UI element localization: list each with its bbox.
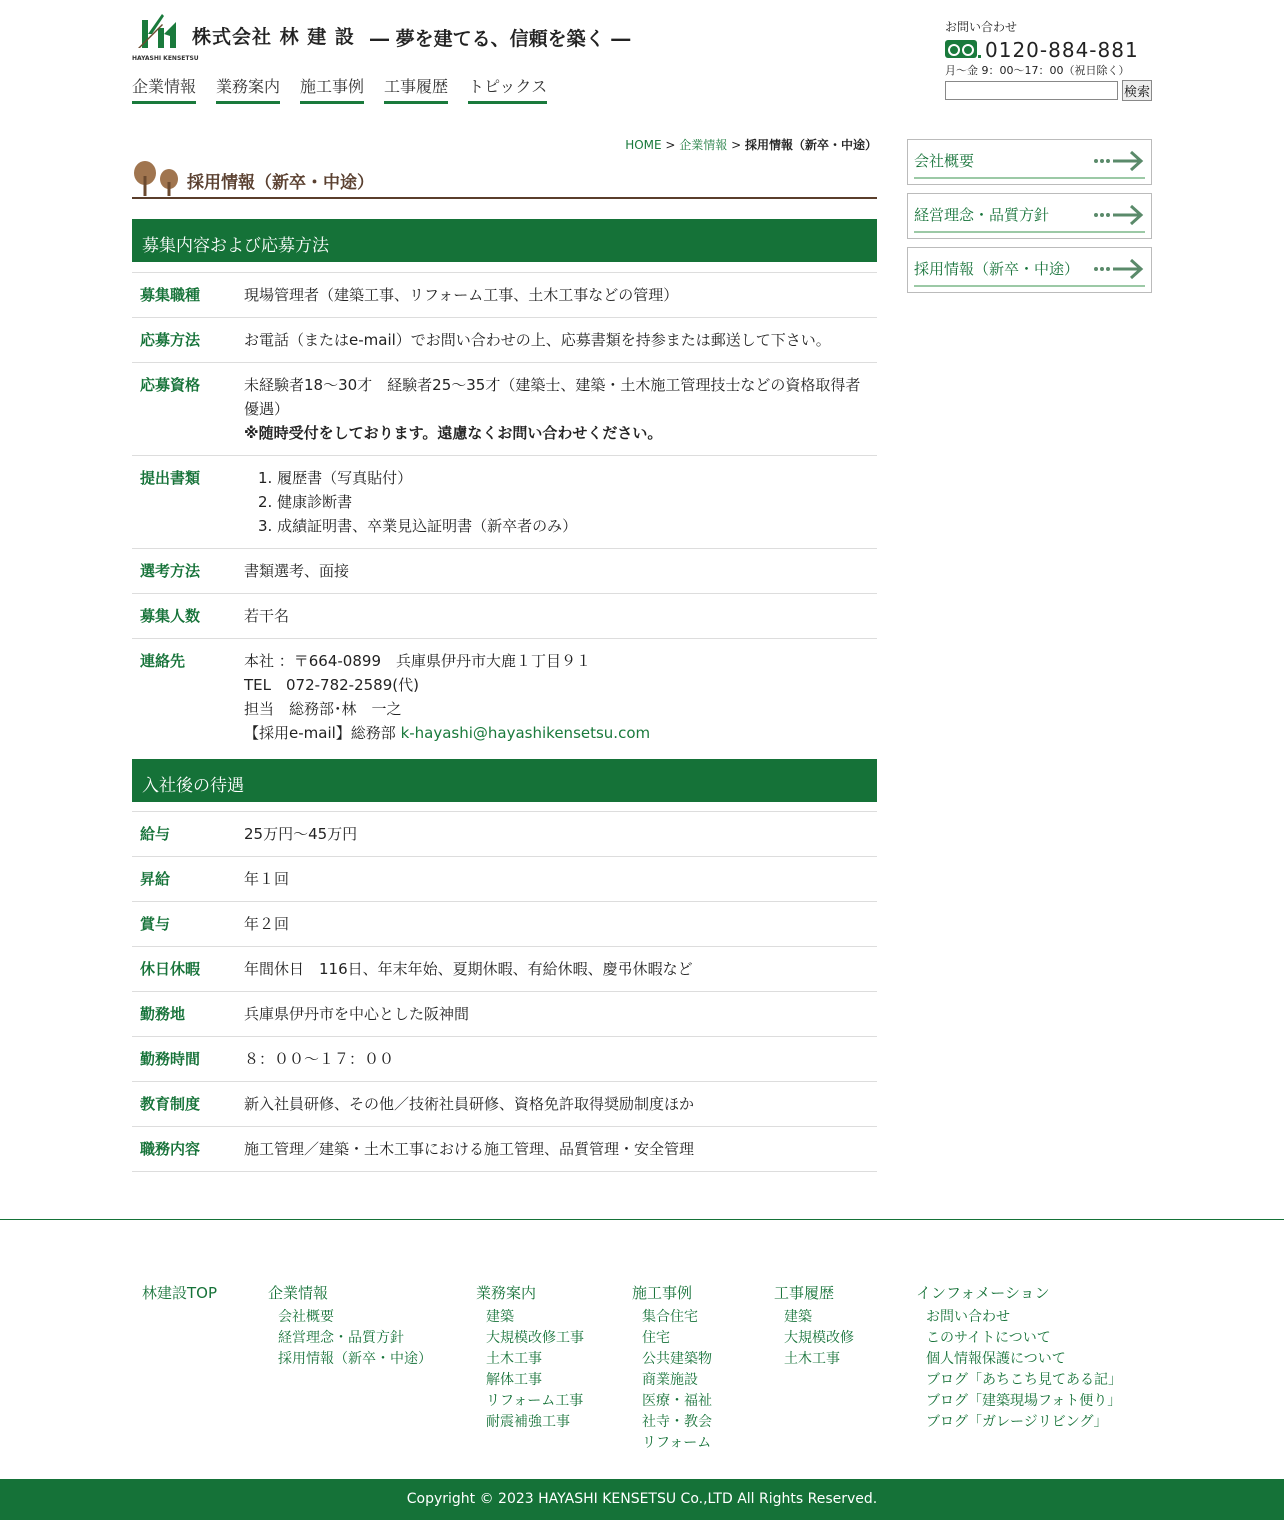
row-key: 提出書類 (132, 456, 236, 549)
table-row (132, 456, 877, 549)
table-row (132, 992, 877, 1037)
row-note: ※随時受付をしております。遠慮なくお問い合わせください。 (244, 424, 663, 442)
side-menu-label: 経営理念・品質方針 (914, 206, 1050, 224)
row-value: 兵庫県伊丹市を中心とした阪神間 (236, 992, 877, 1037)
row-value: 年１回 (236, 857, 877, 902)
table-row (132, 812, 877, 857)
footer-link[interactable]: 大規模改修 (784, 1330, 854, 1346)
benefits-table (132, 811, 877, 1172)
phone-contact (945, 38, 1139, 62)
row-value: お電話（またはe-mail）でお問い合わせの上、応募書類を持参または郵送して下さい。 (236, 318, 877, 363)
row-value-cell (236, 363, 877, 456)
table-row (132, 273, 877, 318)
table-row (132, 857, 877, 902)
footer-heading[interactable]: インフォメーション (916, 1284, 1050, 1302)
table-row (132, 594, 877, 639)
footer-col-info (916, 1282, 1122, 1433)
footer-heading[interactable]: 業務案内 (476, 1284, 537, 1302)
footer-link[interactable]: 医療・福祉 (642, 1393, 712, 1409)
row-value: 書類選考、面接 (236, 549, 877, 594)
footer-link[interactable]: リフォーム工事 (486, 1393, 584, 1409)
company-logo[interactable] (132, 10, 199, 62)
logo-text: HAYASHI KENSETSU (132, 55, 199, 62)
freedial-icon (945, 40, 981, 60)
breadcrumb-separator: > (661, 138, 680, 152)
row-key: 応募資格 (132, 363, 236, 456)
row-value: 年２回 (236, 902, 877, 947)
footer-link[interactable]: 土木工事 (486, 1351, 542, 1367)
breadcrumb-separator: > (727, 138, 745, 152)
footer-link[interactable]: 建築 (784, 1309, 812, 1325)
documents-list (244, 466, 869, 538)
email-link[interactable]: k-hayashi@hayashikensetsu.com (400, 724, 651, 742)
row-value-cell (236, 456, 877, 549)
row-key: 勤務時間 (132, 1037, 236, 1082)
footer-link[interactable]: ブログ「あちこち見てある記」 (926, 1372, 1122, 1388)
footer-link[interactable]: お問い合わせ (926, 1309, 1010, 1325)
side-menu-recruitment[interactable] (907, 247, 1152, 293)
footer-link[interactable]: 個人情報保護について (926, 1351, 1066, 1367)
contact-person: 担当 総務部･林 一之 (244, 700, 402, 718)
row-key: 連絡先 (132, 639, 236, 756)
table-row (132, 1127, 877, 1172)
footer-link[interactable]: 建築 (486, 1309, 514, 1325)
nav-item-services[interactable]: 業務案内 (216, 74, 280, 104)
row-key: 勤務地 (132, 992, 236, 1037)
contact-tel: TEL 072-782-2589(代) (244, 676, 419, 694)
footer-link[interactable]: 大規模改修工事 (486, 1330, 584, 1346)
table-row (132, 639, 877, 756)
footer-link[interactable]: 商業施設 (642, 1372, 698, 1388)
copyright-text: Copyright © 2023 HAYASHI KENSETSU Co.,LTD All Rights Reserved. (0, 1479, 1284, 1520)
footer-col-history (774, 1282, 854, 1370)
footer-link[interactable]: 採用情報（新卒・中途） (278, 1351, 432, 1367)
footer-link[interactable]: 公共建築物 (642, 1351, 712, 1367)
side-menu-inner (914, 144, 1145, 179)
row-value: 施工管理／建築・土木工事における施工管理、品質管理・安全管理 (236, 1127, 877, 1172)
footer-col-top (142, 1282, 217, 1303)
table-row (132, 318, 877, 363)
table-row (132, 1037, 877, 1082)
list-item: 3. 成績証明書、卒業見込証明書（新卒者のみ） (258, 517, 578, 535)
row-key: 選考方法 (132, 549, 236, 594)
main-nav (132, 74, 547, 104)
row-key: 賞与 (132, 902, 236, 947)
row-value: ８：００～１７：００ (236, 1037, 877, 1082)
side-menu-label: 採用情報（新卒・中途） (914, 260, 1080, 278)
row-value: 25万円～45万円 (236, 812, 877, 857)
breadcrumb-home[interactable]: HOME (625, 138, 662, 152)
email-prefix: 【採用e-mail】総務部 (244, 724, 401, 742)
search-button[interactable]: 検索 (1122, 80, 1152, 101)
row-value: 年間休日 116日、年末年始、夏期休暇、有給休暇、慶弔休暇など (236, 947, 877, 992)
footer-link[interactable]: ブログ「ガレージリビング」 (926, 1414, 1108, 1430)
list-item: 2. 健康診断書 (258, 493, 353, 511)
breadcrumb (625, 136, 877, 153)
footer-divider (0, 1219, 1284, 1220)
footer-link[interactable]: 集合住宅 (642, 1309, 698, 1325)
section-header-recruitment: 募集内容および応募方法 (132, 219, 877, 262)
row-value: 現場管理者（建築工事、リフォーム工事、土木工事などの管理） (236, 273, 877, 318)
footer-link[interactable]: 解体工事 (486, 1372, 542, 1388)
footer-heading[interactable]: 施工事例 (632, 1284, 693, 1302)
row-key: 休日休暇 (132, 947, 236, 992)
row-key: 昇給 (132, 857, 236, 902)
row-key: 募集職種 (132, 273, 236, 318)
table-row (132, 947, 877, 992)
tagline: ― 夢を建てる、信頼を築く ― (370, 28, 631, 50)
footer-link[interactable]: 社寺・教会 (642, 1414, 712, 1430)
footer-col-services (476, 1282, 584, 1433)
table-row (132, 1082, 877, 1127)
footer-link[interactable]: このサイトについて (926, 1330, 1051, 1346)
footer-link[interactable]: 経営理念・品質方針 (278, 1330, 404, 1346)
footer-link[interactable]: 住宅 (642, 1330, 670, 1346)
footer-link-top[interactable]: 林建設TOP (142, 1284, 218, 1302)
row-value: 未経験者18～30才 経験者25～35才（建築士、建築・土木施工管理技士などの資格取得者優遇） (244, 376, 861, 418)
nav-item-history[interactable]: 工事履歴 (384, 74, 448, 104)
row-key: 応募方法 (132, 318, 236, 363)
footer-link[interactable]: 耐震補強工事 (486, 1414, 570, 1430)
footer-link[interactable]: 会社概要 (278, 1309, 334, 1325)
footer-heading[interactable]: 工事履歴 (774, 1284, 835, 1302)
row-key: 給与 (132, 812, 236, 857)
arrow-right-icon (1093, 258, 1145, 280)
section-header-benefits: 入社後の待遇 (132, 759, 877, 802)
footer-link[interactable]: 土木工事 (784, 1351, 840, 1367)
side-menu-inner (914, 198, 1145, 233)
row-key: 職務内容 (132, 1127, 236, 1172)
nav-item-company[interactable]: 企業情報 (132, 74, 196, 104)
side-menu-philosophy[interactable] (907, 193, 1152, 239)
page-title: 採用情報（新卒・中途） (187, 173, 374, 193)
nav-item-topics[interactable]: トピックス (468, 74, 547, 104)
row-value: 新入社員研修、その他／技術社員研修、資格免許取得奨励制度ほか (236, 1082, 877, 1127)
side-menu-label: 会社概要 (914, 152, 975, 170)
contact-label: お問い合わせ (945, 20, 1018, 34)
company-name: 株式会社 林 建 設 (192, 26, 355, 48)
contact-email-line (244, 721, 869, 745)
row-value: 若干名 (236, 594, 877, 639)
search-input[interactable] (945, 81, 1118, 100)
recruitment-table (132, 272, 877, 755)
footer-link[interactable]: ブログ「建築現場フォト便り」 (926, 1393, 1122, 1409)
side-menu-company-profile[interactable] (907, 139, 1152, 185)
breadcrumb-parent[interactable]: 企業情報 (679, 138, 728, 152)
arrow-right-icon (1093, 150, 1145, 172)
page-title-bar (132, 160, 877, 199)
footer-heading[interactable]: 企業情報 (268, 1284, 329, 1302)
side-menu-inner (914, 252, 1145, 287)
arrow-right-icon (1093, 204, 1145, 226)
contact-address: 本社 ：〒664-0899 兵庫県伊丹市大鹿１丁目９１ (244, 652, 591, 670)
tree-icon (132, 160, 182, 196)
row-key: 教育制度 (132, 1082, 236, 1127)
list-item: 1. 履歴書（写真貼付） (258, 469, 413, 487)
footer-col-works (632, 1282, 712, 1454)
row-value-cell (236, 639, 877, 756)
phone-number[interactable]: 0120-884-881 (985, 38, 1139, 62)
table-row (132, 363, 877, 456)
breadcrumb-current: 採用情報（新卒・中途） (744, 138, 877, 152)
footer-link[interactable]: リフォーム (642, 1435, 712, 1451)
nav-item-works[interactable]: 施工事例 (300, 74, 364, 104)
footer-col-company (268, 1282, 432, 1370)
table-row (132, 902, 877, 947)
table-row (132, 549, 877, 594)
business-hours: 月～金 9：00～17：00（祝日除く） (945, 64, 1130, 77)
row-key: 募集人数 (132, 594, 236, 639)
